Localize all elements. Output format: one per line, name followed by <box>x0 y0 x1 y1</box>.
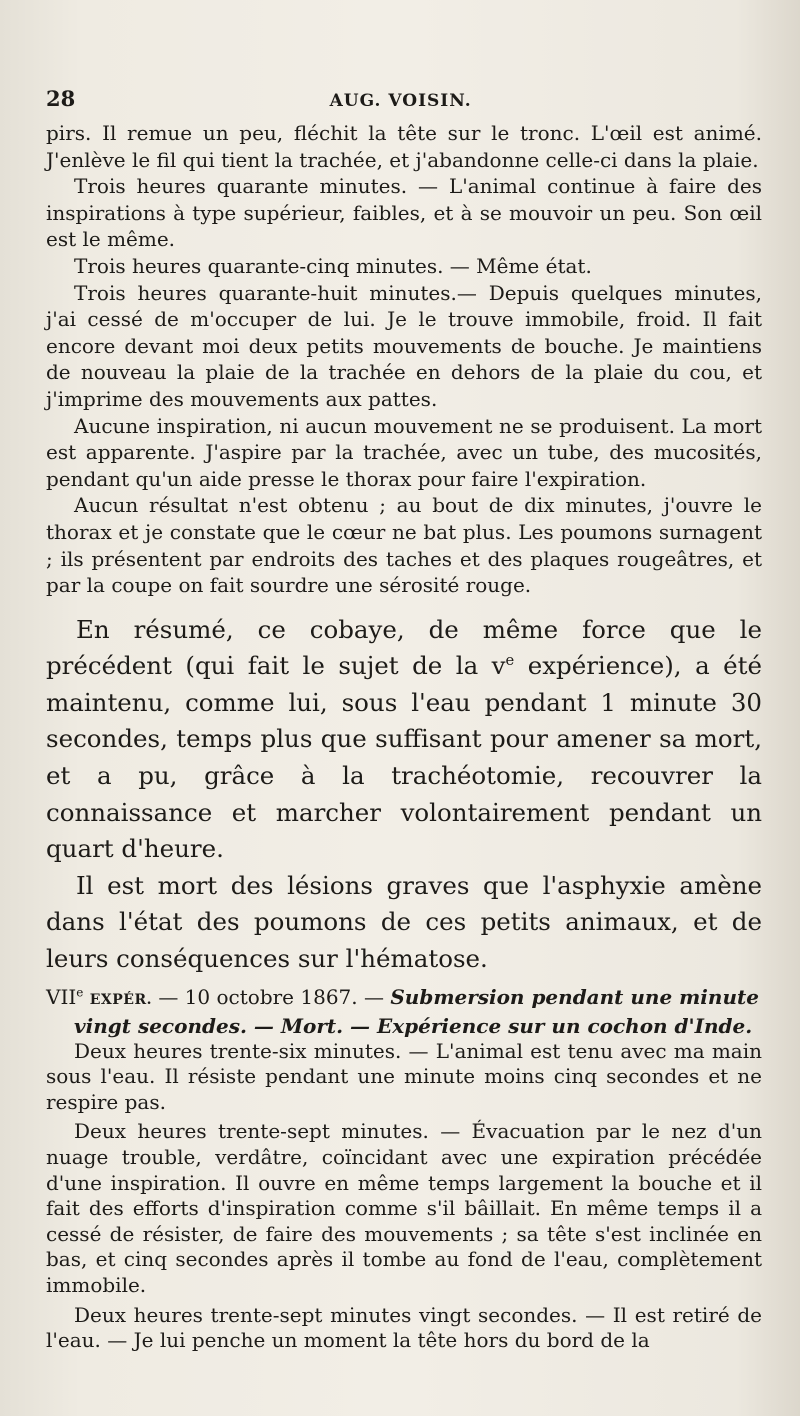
summary-section <box>46 612 762 978</box>
paragraph: pirs. Il remue un peu, fléchit la tête sur le tronc. L'œil est animé. J'enlève le fil qui tient la trachée, et j'abandonne celle-ci dans la plaie. <box>46 121 762 172</box>
summary-paragraph: Il est mort des lésions graves que l'asphyxie amène dans l'état des poumons de ces petits animaux, et de leurs conséquences sur l'hématose. <box>46 870 762 974</box>
paragraph: Trois heures quarante-huit minutes.— Depuis quelques minutes, j'ai cessé de m'occuper de lui. Je le trouve immobile, froid. Il fait encore devant moi deux petits mouvements de bouche. Je maintiens de nouveau la plaie de la trachée en dehors de la plaie du cou, et j'imprime des mouvements aux pattes. <box>46 280 762 411</box>
paragraph: Trois heures quarante minutes. — L'animal continue à faire des inspirations à type supérieur, faibles, et à se mouvoir un peu. Son œil est le même. <box>46 174 762 252</box>
page-header <box>46 86 762 120</box>
running-title: AUG. VOISIN. <box>329 91 472 111</box>
experiment-number: VII <box>46 984 77 1009</box>
experiment-section <box>46 984 762 1354</box>
ordinal-superscript: e <box>76 984 84 999</box>
ordinal-superscript: e <box>505 652 515 670</box>
summary-text-a: En résumé, ce cobaye, de même force que le précédent (qui fait le sujet de la v <box>46 614 762 681</box>
paragraph: Deux heures trente-sept minutes. — Évacuation par le nez d'un nuage trouble, verdâtre, coïncidant avec une expiration précédée d'une inspiration. Il ouvre en même temps largement la bouche et il fait des efforts d'inspiration comme s'il bâillait. En même temps il a cessé de résister, de faire des mouvements ; sa tête s'est inclinée en bas, et cinq secondes après il tombe au fond de l'eau, complètement immobile. <box>46 1119 762 1297</box>
experiment-date: — 10 octobre 1867. — <box>158 984 384 1009</box>
summary-paragraph <box>46 612 762 868</box>
experiment-body <box>46 1039 762 1354</box>
paragraph: Aucun résultat n'est obtenu ; au bout de dix minutes, j'ouvre le thorax et je constate que le cœur ne bat plus. Les poumons surnagent ; ils présentent par endroits des taches et des plaques rougeâtres, et par la coupe on fait sourdre une sérosité rouge. <box>46 493 762 598</box>
paragraph: Deux heures trente-six minutes. — L'animal est tenu avec ma main sous l'eau. Il résiste pendant une minute moins cinq secondes et ne respire pas. <box>46 1038 762 1114</box>
paragraph: Aucune inspiration, ni aucun mouvement ne se produisent. La mort est apparente. J'aspire par la trachée, avec un tube, des mucosités, pendant qu'un aide presse le thorax pour faire l'expiration. <box>46 413 762 491</box>
experiment-label: EXPÉR. <box>89 991 152 1008</box>
experiment-title: Submersion pendant une minute <box>390 984 759 1009</box>
paragraph: Trois heures quarante-cinq minutes. — Même état. <box>74 253 592 278</box>
experiment-subtitle: vingt secondes. — Mort. — Expérience sur un cochon d'Inde. <box>74 1013 753 1038</box>
paragraph: Deux heures trente-sept minutes vingt secondes. — Il est retiré de l'eau. — Je lui penche un moment la tête hors du bord de la <box>46 1302 762 1353</box>
small-text-section <box>46 120 762 599</box>
experiment-heading <box>46 984 762 1013</box>
summary-text-b: expérience), a été maintenu, comme lui, sous l'eau pendant 1 minute 30 secondes, temps plus que suffisant pour amener sa mort, et a pu, grâce à la trachéotomie, recouvrer la connaissance et marcher volontairement pendant un quart d'heure. <box>46 651 762 864</box>
page-number: 28 <box>46 86 76 111</box>
